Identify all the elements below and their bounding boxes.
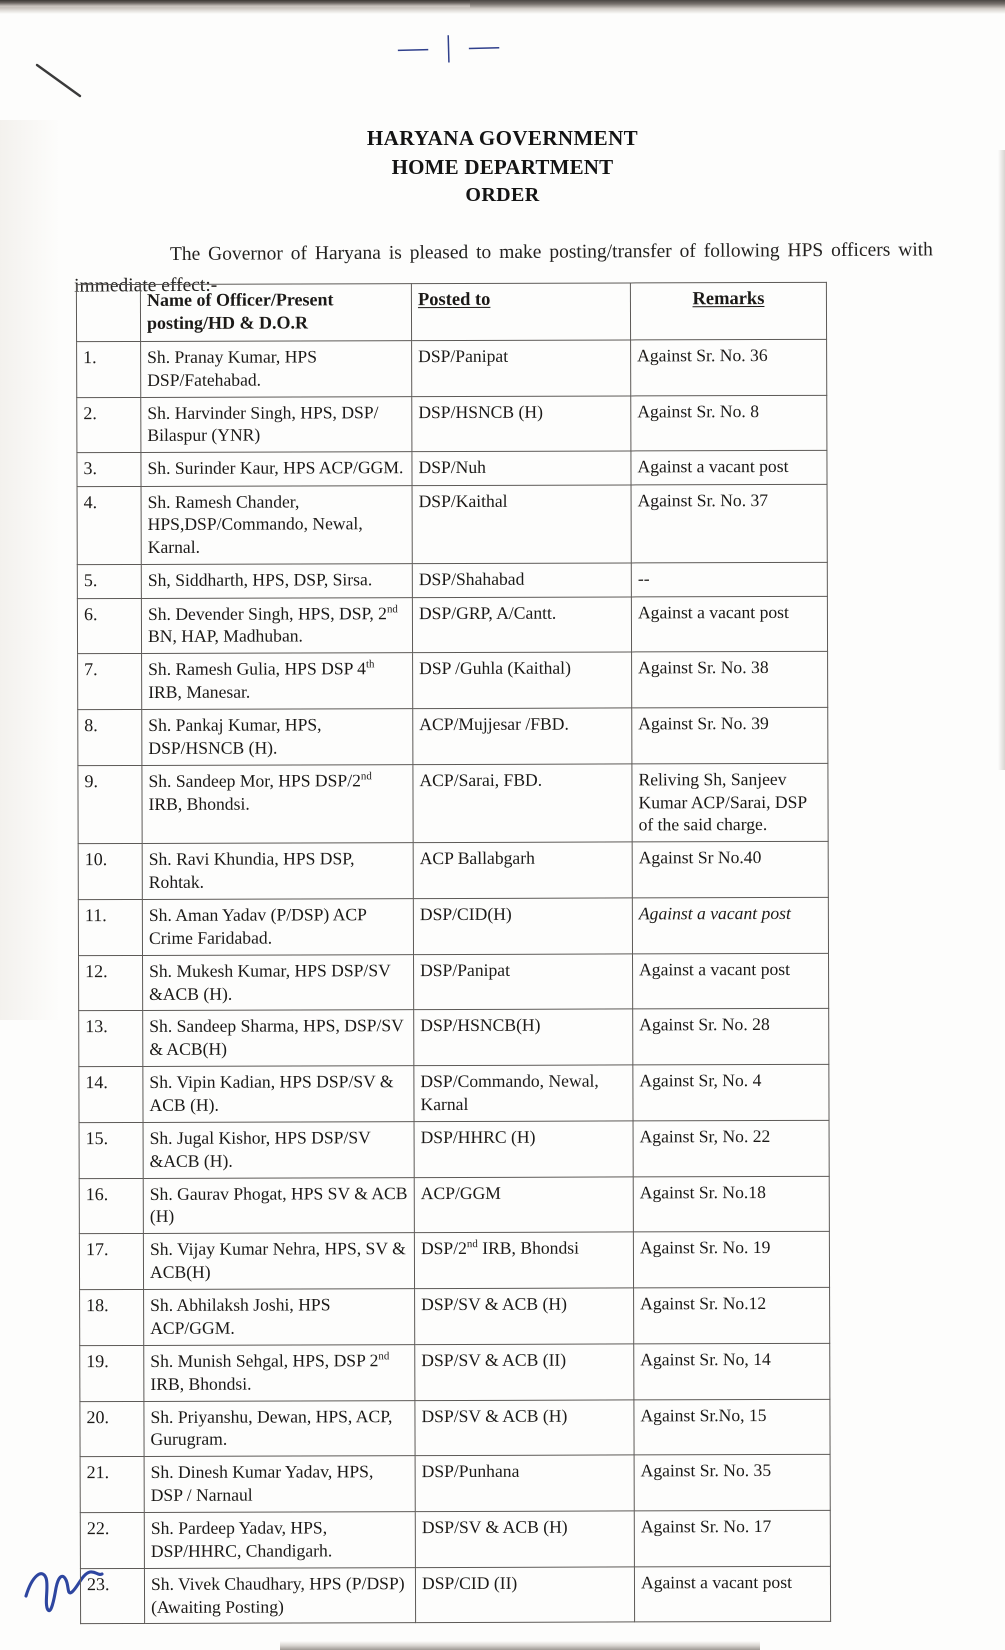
cell-posted-to: DSP /Guhla (Kaithal)	[413, 652, 632, 708]
column-header-remarks-label: Remarks	[692, 289, 765, 310]
cell-serial-number: 15.	[79, 1122, 143, 1178]
cell-remarks: --	[631, 563, 827, 597]
cell-serial-number: 18.	[80, 1290, 144, 1346]
cell-posted-to: DSP/GRP, A/Cantt.	[412, 597, 631, 653]
table-row	[79, 1065, 829, 1123]
table-header	[76, 282, 826, 341]
cell-serial-number: 21.	[80, 1457, 144, 1513]
document-body	[0, 0, 1005, 299]
cell-serial-number: 1.	[77, 341, 141, 397]
cell-officer-name-present-posting: Sh. Ravi Khundia, HPS DSP, Rohtak.	[142, 843, 413, 900]
cell-officer-name-present-posting: Sh. Munish Sehgal, HPS, DSP 2nd IRB, Bhondsi.	[144, 1344, 415, 1401]
cell-serial-number: 22.	[80, 1512, 144, 1568]
cell-remarks: Against Sr. No. 36	[631, 339, 827, 395]
letterhead-line-department: HOME DEPARTMENT	[391, 154, 614, 179]
column-header-name	[140, 284, 411, 342]
intro-paragraph: The Governor of Haryana is pleased to make posting/transfer of following HPS officers with immediate effect:-	[74, 238, 933, 296]
cell-serial-number: 12.	[79, 955, 143, 1011]
cell-remarks: Against a vacant post	[634, 1566, 830, 1622]
cell-remarks: Against Sr. No. 39	[632, 707, 828, 763]
cell-posted-to: ACP Ballabgarh	[413, 842, 632, 898]
table-row	[80, 1510, 830, 1568]
cell-officer-name-present-posting: Sh. Ramesh Chander, HPS,DSP/Commando, Newal, Karnal.	[141, 485, 412, 564]
cell-remarks: Against a vacant post	[631, 596, 827, 652]
column-header-posted-to-label: Posted to	[417, 289, 491, 311]
cell-remarks: Against Sr. No. 8	[631, 395, 827, 451]
letterhead-line-order: ORDER	[465, 183, 540, 206]
cell-remarks: Against Sr No.40	[632, 842, 828, 898]
table-row	[77, 339, 827, 397]
cell-serial-number: 6.	[77, 598, 141, 654]
letterhead	[0, 124, 1005, 210]
table-row	[78, 897, 828, 955]
cell-remarks: Against Sr. No. 19	[633, 1232, 829, 1288]
cell-posted-to: DSP/SV & ACB (II)	[415, 1344, 634, 1400]
table-row	[77, 596, 827, 654]
cell-officer-name-present-posting: Sh. Devender Singh, HPS, DSP, 2nd BN, HAP, Madhuban.	[141, 597, 412, 654]
cell-posted-to: DSP/HHRC (H)	[414, 1121, 633, 1177]
column-header-serial	[76, 284, 140, 341]
cell-serial-number: 9.	[78, 765, 142, 844]
table-row	[77, 484, 827, 565]
table-body	[77, 339, 831, 1624]
cell-remarks: Against Sr. No.12	[634, 1287, 830, 1343]
cell-serial-number: 10.	[78, 844, 142, 900]
cell-remarks: Against Sr.No, 15	[634, 1399, 830, 1455]
cell-posted-to: DSP/SV & ACB (H)	[415, 1288, 634, 1344]
cell-posted-to: DSP/HSNCB(H)	[414, 1009, 633, 1065]
cell-posted-to: DSP/SV & ACB (H)	[415, 1399, 634, 1455]
cell-officer-name-present-posting: Sh. Mukesh Kumar, HPS DSP/SV &ACB (H).	[143, 954, 414, 1011]
cell-posted-to: ACP/GGM	[414, 1177, 633, 1233]
cell-posted-to: ACP/Mujjesar /FBD.	[413, 708, 632, 764]
table-row	[78, 652, 828, 710]
cell-officer-name-present-posting: Sh. Pranay Kumar, HPS DSP/Fatehabad.	[141, 340, 412, 397]
cell-posted-to: DSP/Panipat	[414, 954, 633, 1010]
cell-officer-name-present-posting: Sh. Vivek Chaudhary, HPS (P/DSP) (Awaiting Posting)	[144, 1567, 415, 1624]
cell-remarks: Against Sr. No. 28	[633, 1009, 829, 1065]
cell-officer-name-present-posting: Sh. Pardeep Yadav, HPS, DSP/HHRC, Chandigarh.	[144, 1512, 415, 1569]
cell-officer-name-present-posting: Sh. Vijay Kumar Nehra, HPS, SV & ACB(H)	[143, 1233, 414, 1290]
column-header-posted-to	[411, 283, 630, 340]
cell-officer-name-present-posting: Sh. Dinesh Kumar Yadav, HPS, DSP / Narnaul	[144, 1456, 415, 1513]
cell-serial-number: 7.	[78, 654, 142, 710]
table-row	[79, 1120, 829, 1178]
table-row	[77, 395, 827, 453]
cell-officer-name-present-posting: Sh. Aman Yadav (P/DSP) ACP Crime Faridabad.	[142, 899, 413, 956]
table-row	[80, 1343, 830, 1401]
cell-posted-to: DSP/CID(H)	[413, 898, 632, 954]
cell-officer-name-present-posting: Sh. Gaurav Phogat, HPS SV & ACB (H)	[143, 1177, 414, 1234]
cell-serial-number: 16.	[79, 1178, 143, 1234]
cell-serial-number: 20.	[80, 1401, 144, 1457]
cell-officer-name-present-posting: Sh. Harvinder Singh, HPS, DSP/ Bilaspur (YNR)	[141, 396, 412, 453]
cell-serial-number: 14.	[79, 1067, 143, 1123]
table-row	[79, 953, 829, 1011]
cell-remarks: Reliving Sh, Sanjeev Kumar ACP/Sarai, DSP of the said charge.	[632, 763, 828, 842]
table-row	[79, 1232, 829, 1290]
cell-posted-to: DSP/Kaithal	[412, 485, 631, 564]
handwritten-page-number: — | —	[397, 28, 505, 65]
cell-serial-number: 23.	[80, 1568, 144, 1624]
cell-officer-name-present-posting: Sh, Siddharth, HPS, DSP, Sirsa.	[141, 564, 412, 598]
scan-bottom-edge-shadow	[280, 1641, 760, 1650]
column-header-remarks	[630, 282, 826, 339]
cell-posted-to: ACP/Sarai, FBD.	[413, 764, 632, 843]
cell-serial-number: 13.	[79, 1011, 143, 1067]
table-row	[78, 763, 828, 844]
cell-officer-name-present-posting: Sh. Surinder Kaur, HPS ACP/GGM.	[141, 452, 412, 486]
cell-serial-number: 8.	[78, 709, 142, 765]
cell-serial-number: 4.	[77, 486, 141, 565]
cell-remarks: Against a vacant post	[632, 897, 828, 953]
cell-posted-to: DSP/CID (II)	[415, 1567, 634, 1623]
cell-remarks: Against Sr. No. 38	[632, 652, 828, 708]
table-row	[80, 1566, 830, 1624]
table-row	[78, 842, 828, 900]
cell-serial-number: 2.	[77, 397, 141, 453]
table-row	[78, 707, 828, 765]
cell-posted-to: DSP/Shahabad	[412, 563, 631, 597]
cell-posted-to: DSP/2nd IRB, Bhondsi	[414, 1232, 633, 1288]
table-row	[77, 451, 827, 487]
cell-remarks: Against Sr. No. 37	[631, 484, 827, 563]
cell-remarks: Against Sr. No.18	[633, 1176, 829, 1232]
cell-posted-to: DSP/HSNCB (H)	[412, 395, 631, 451]
cell-posted-to: DSP/Panipat	[412, 340, 631, 396]
table-row	[79, 1009, 829, 1067]
cell-serial-number: 11.	[78, 900, 142, 956]
cell-remarks: Against a vacant post	[633, 953, 829, 1009]
cell-officer-name-present-posting: Sh. Vipin Kadian, HPS DSP/SV & ACB (H).	[143, 1066, 414, 1123]
cell-posted-to: DSP/Punhana	[415, 1455, 634, 1511]
table-row	[79, 1176, 829, 1234]
cell-posted-to: DSP/SV & ACB (H)	[415, 1511, 634, 1567]
cell-officer-name-present-posting: Sh. Sandeep Sharma, HPS, DSP/SV & ACB(H)	[143, 1010, 414, 1067]
cell-remarks: Against Sr. No. 17	[634, 1510, 830, 1566]
order-table-container	[78, 283, 828, 1623]
table-row	[80, 1399, 830, 1457]
cell-officer-name-present-posting: Sh. Abhilaksh Joshi, HPS ACP/GGM.	[144, 1289, 415, 1346]
cell-officer-name-present-posting: Sh. Jugal Kishor, HPS DSP/SV &ACB (H).	[143, 1122, 414, 1179]
cell-officer-name-present-posting: Sh. Sandeep Mor, HPS DSP/2nd IRB, Bhondsi.	[142, 764, 413, 843]
cell-serial-number: 17.	[79, 1234, 143, 1290]
cell-serial-number: 19.	[80, 1345, 144, 1401]
cell-officer-name-present-posting: Sh. Priyanshu, Dewan, HPS, ACP, Gurugram.	[144, 1400, 415, 1457]
table-header-row	[76, 282, 826, 341]
table-row	[80, 1287, 830, 1345]
cell-remarks: Against Sr. No. 35	[634, 1455, 830, 1511]
cell-serial-number: 5.	[77, 565, 141, 599]
cell-officer-name-present-posting: Sh. Ramesh Gulia, HPS DSP 4th IRB, Manesar.	[142, 653, 413, 710]
table-row	[80, 1455, 830, 1513]
table-row	[77, 563, 827, 599]
letterhead-line-government: HARYANA GOVERNMENT	[366, 126, 639, 150]
column-header-name-label: Name of Officer/Present posting/HD & D.O.R	[146, 289, 334, 334]
cell-serial-number: 3.	[77, 453, 141, 487]
cell-remarks: Against a vacant post	[631, 451, 827, 485]
cell-remarks: Against Sr, No. 4	[633, 1065, 829, 1121]
cell-officer-name-present-posting: Sh. Pankaj Kumar, HPS, DSP/HSNCB (H).	[142, 709, 413, 766]
cell-posted-to: DSP/Commando, Newal, Karnal	[414, 1065, 633, 1121]
officer-transfer-table	[76, 282, 831, 1625]
cell-remarks: Against Sr. No, 14	[634, 1343, 830, 1399]
cell-posted-to: DSP/Nuh	[412, 451, 631, 485]
cell-remarks: Against Sr, No. 22	[633, 1120, 829, 1176]
